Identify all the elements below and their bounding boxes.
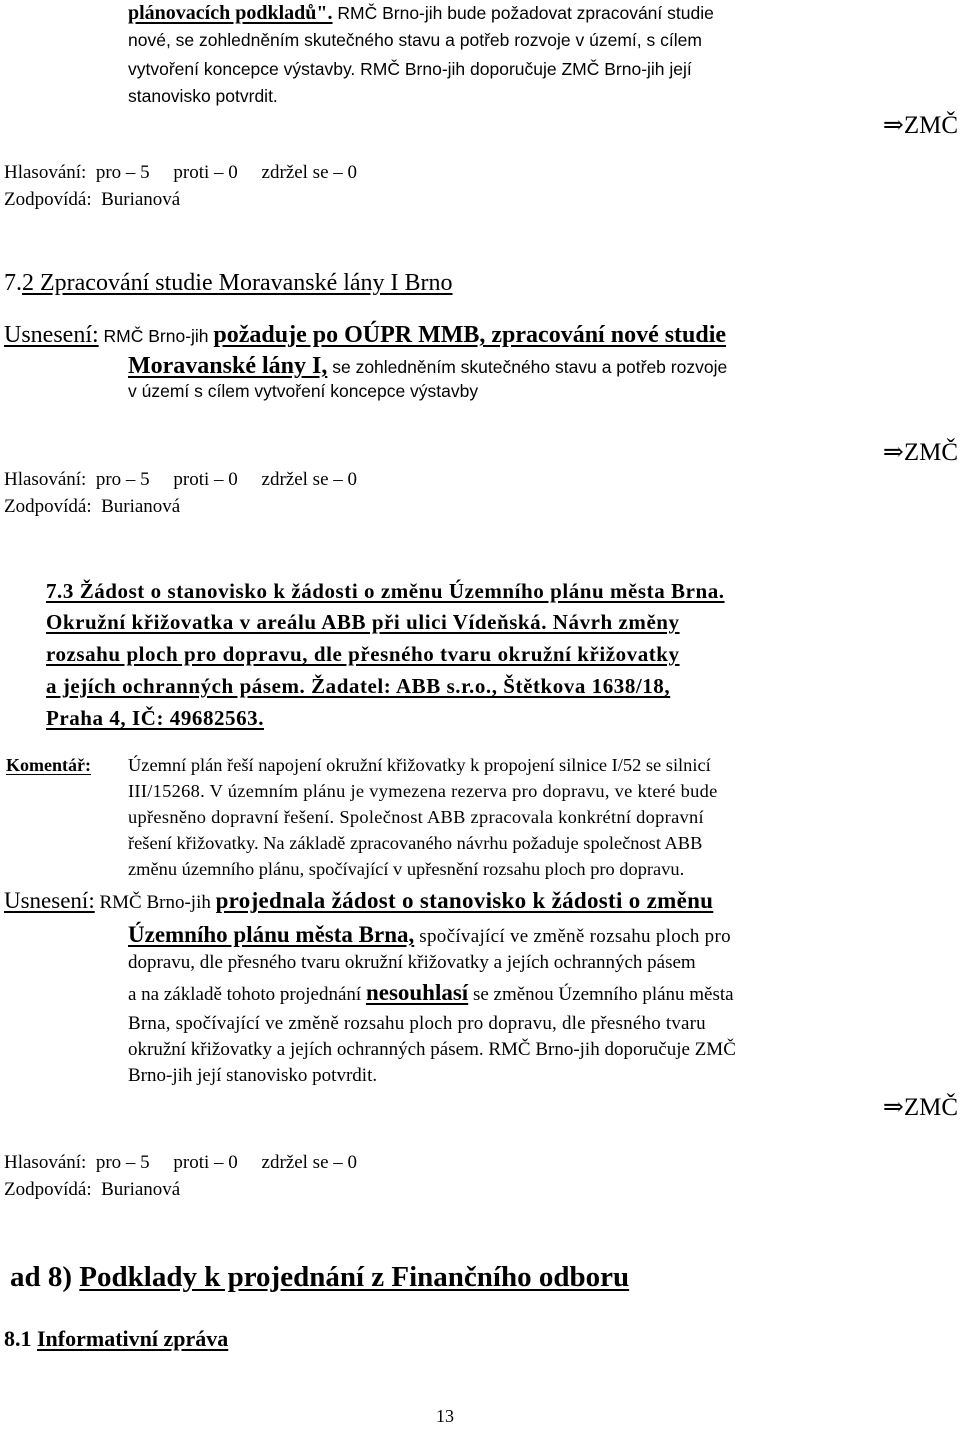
forward-zmc-2: ⇒ZMČ bbox=[882, 439, 958, 466]
item-7-2-title: 2 Zpracování studie Moravanské lány I Brno bbox=[22, 270, 453, 296]
item-7-2-number: 7. bbox=[4, 270, 22, 296]
comment-line-3: upřesněno dopravní řešení. Společnost ABB zpracovala konkrétní dopravní bbox=[128, 807, 704, 827]
item-7-3-resolution-line-1: Usnesení: RMČ Brno-jih projednala žádost o stanovisko k žádosti o změnu bbox=[4, 888, 714, 913]
resolution-label-2: Usnesení: bbox=[4, 888, 95, 913]
item-7-3-title-2: Okružní křižovatka v areálu ABB při ulici Vídeňská. Návrh změny bbox=[46, 610, 680, 634]
top-line-1-bold: plánovacích podkladů". bbox=[128, 2, 333, 24]
item-7-3-title-5: Praha 4, IČ: 49682563. bbox=[46, 706, 265, 730]
item-7-3-resolution-line-5: Brna, spočívající ve změně rozsahu ploch pro dopravu, dle přesného tvaru bbox=[128, 1013, 706, 1034]
item-7-3-title-1: 7.3 Žádost o stanovisko k žádosti o změnu Územního plánu města Brna. bbox=[46, 579, 725, 603]
responsible-1: Zodpovídá: Burianová bbox=[4, 189, 181, 210]
responsible-3: Zodpovídá: Burianová bbox=[4, 1179, 181, 1200]
vote-2: Hlasování: pro – 5 proti – 0 zdržel se – 0 bbox=[4, 469, 358, 490]
item-7-3-resolution-line-7: Brno-jih její stanovisko potvrdit. bbox=[128, 1065, 378, 1086]
resolution-label: Usnesení: bbox=[4, 322, 99, 348]
top-line-3: vytvoření koncepce výstavby. RMČ Brno-jih doporučuje ZMČ Brno-jih její bbox=[128, 59, 692, 79]
forward-zmc-3: ⇒ZMČ bbox=[882, 1094, 958, 1121]
item-7-2-resolution-line-1: Usnesení: RMČ Brno-jih požaduje po OÚPR MMB, zpracování nové studie bbox=[4, 322, 727, 348]
item-8-1-number: 8.1 bbox=[4, 1326, 37, 1351]
item-7-3-resolution-line-2: Územního plánu města Brna, spočívající ve změně rozsahu ploch pro bbox=[128, 922, 731, 947]
item-7-2-resolution-line-3: v území s cílem vytvoření koncepce výstavby bbox=[128, 381, 479, 401]
comment-line-5: změnu územního plánu, spočívající v upřesnění rozsahu ploch pro dopravu. bbox=[128, 859, 685, 879]
top-line-1-rest: RMČ Brno-jih bude požadovat zpracování studie bbox=[332, 3, 714, 23]
item-8-1-title: Informativní zpráva bbox=[37, 1326, 229, 1351]
item-7-3-resolution-line-3: dopravu, dle přesného tvaru okružní křižovatky a jejích ochranných pásem bbox=[128, 952, 696, 973]
forward-zmc-1: ⇒ZMČ bbox=[882, 112, 958, 139]
item-7-2-resolution-line-2: Moravanské lány I, se zohledněním skutečného stavu a potřeb rozvoje bbox=[128, 353, 728, 379]
item-7-3-title-4: a jejích ochranných pásem. Žadatel: ABB s.r.o., Štětkova 1638/18, bbox=[46, 674, 671, 698]
vote-3: Hlasování: pro – 5 proti – 0 zdržel se – 0 bbox=[4, 1152, 358, 1173]
top-line-2: nové, se zohledněním skutečného stavu a potřeb rozvoje v území, s cílem bbox=[128, 30, 702, 50]
item-8-1-heading bbox=[4, 1325, 228, 1353]
resolution-bold: požaduje po OÚPR MMB, zpracování nové studie bbox=[213, 322, 727, 348]
comment-line-2: III/15268. V územním plánu je vymezena rezerva pro dopravu, ve které bude bbox=[128, 781, 718, 801]
vote-1: Hlasování: pro – 5 proti – 0 zdržel se – 0 bbox=[4, 162, 358, 183]
top-line-4: stanovisko potvrdit. bbox=[128, 86, 278, 106]
page-number: 13 bbox=[436, 1406, 454, 1426]
section-8-prefix: ad 8) bbox=[10, 1261, 80, 1293]
item-7-3-resolution-line-4: a na základě tohoto projednání nesouhlasí se změnou Územního plánu města bbox=[128, 980, 734, 1005]
responsible-2: Zodpovídá: Burianová bbox=[4, 496, 181, 517]
comment-line-1: Územní plán řeší napojení okružní křižovatky k propojení silnice I/52 se silnicí bbox=[128, 755, 711, 775]
item-7-3-title-3: rozsahu ploch pro dopravu, dle přesného tvaru okružní křižovatky bbox=[46, 642, 680, 666]
comment-label: Komentář: bbox=[6, 755, 91, 775]
item-7-2-heading bbox=[4, 268, 453, 298]
item-7-3-resolution-line-6: okružní křižovatky a jejích ochranných pásem. RMČ Brno-jih doporučuje ZMČ bbox=[128, 1039, 736, 1060]
top-line-1 bbox=[128, 0, 714, 26]
section-8-heading bbox=[10, 1259, 629, 1295]
section-8-title: Podklady k projednání z Finančního odboru bbox=[79, 1261, 630, 1293]
comment-line-4: řešení křižovatky. Na základě zpracovaného návrhu požaduje společnost ABB bbox=[128, 833, 703, 853]
